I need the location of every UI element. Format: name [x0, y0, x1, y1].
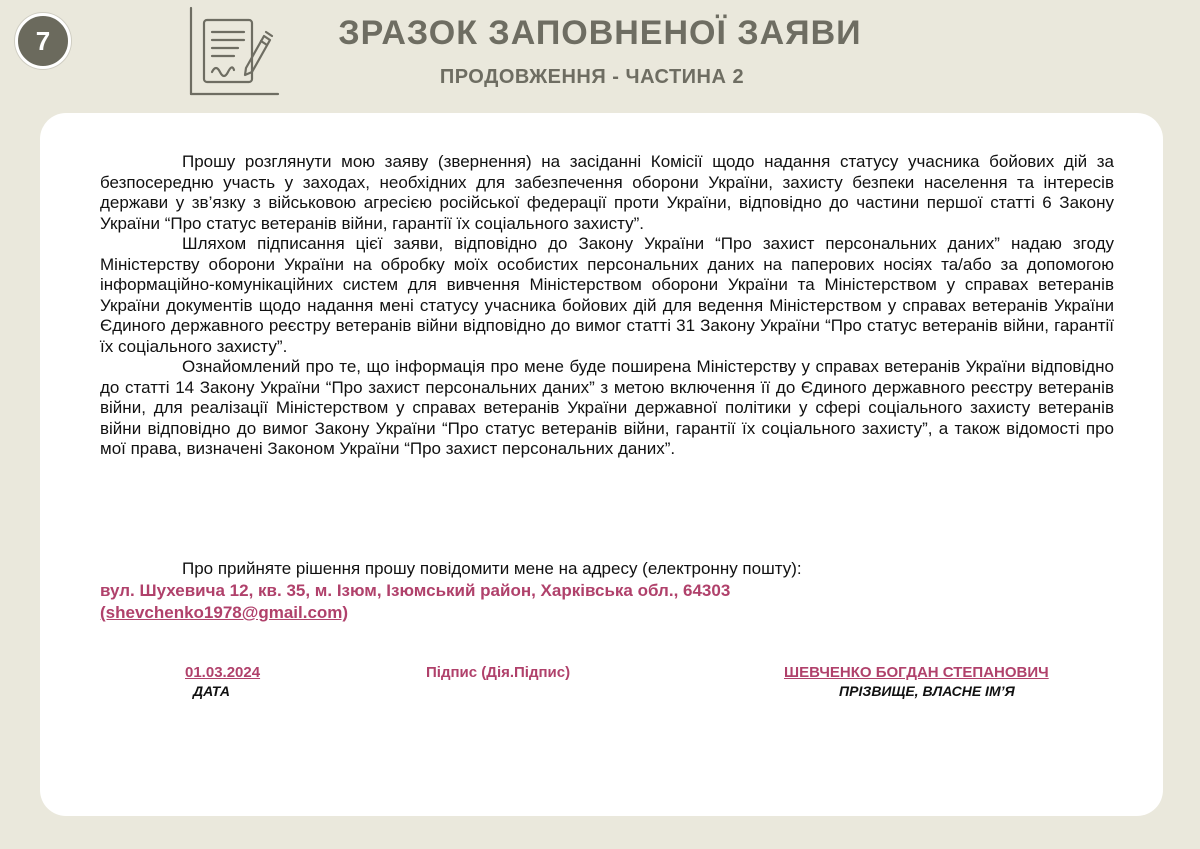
signature-sign: [426, 663, 570, 682]
signature-name: [784, 663, 1049, 701]
paragraph-acknowledgement: Ознайомлений про те, що інформація про мене буде поширена Міністерству у справах ветеранів України відповідно до статті 14 Закону України “Про захист персональних даних” з метою включення її до Єдиного державного реєстру ветеранів війни, для реалізації Міністерством у справах ветеранів України державної політики у сфері соціального захисту ветеранів війни відповідно до вимог Закону України “Про статус ветеранів війни, гарантії їх соціального захисту”, а також відомості про мої права, визначені Законом України “Про захист персональних даних”.: [100, 357, 1114, 458]
name-caption: ПРІЗВИЩЕ, ВЛАСНЕ ІМ’Я: [839, 683, 1015, 699]
signature-date: [185, 663, 260, 701]
notification-block: [100, 558, 1114, 624]
paragraph-request: Прошу розглянути мою заяву (звернення) на засіданні Комісії щодо надання статусу учасника бойових дій за безпосередню участь у заходах, необхідних для забезпечення оборони України, захисту безпеки населення та інтересів держави у зв’язку з військовою агресією російської федерації проти України, відповідно до частини першої статті 6 Закону України “Про статус ветеранів війни, гарантії їх соціального захисту”.: [100, 152, 1114, 233]
notification-address: вул. Шухевича 12, кв. 35, м. Ізюм, Ізюмський район, Харківська обл., 64303: [100, 581, 731, 600]
paragraph-consent: Шляхом підписання цієї заяви, відповідно до Закону України “Про захист персональних даних” надаю згоду Міністерству оборони України на обробку моїх особистих персональних даних на паперових носіях та/або за допомогою інформаційно-комунікаційних систем для вивчення Міністерством оборони України та Міністерством у справах ветеранів України документів щодо надання мені статусу учасника бойових дій для ведення Міністерством у справах ветеранів України Єдиного державного реєстру ветеранів війни відповідно до вимог статті 31 Закону України “Про статус ветеранів війни, гарантії їх соціального захисту”.: [100, 234, 1114, 356]
date-caption: ДАТА: [193, 683, 230, 699]
page-number-badge: [15, 13, 71, 69]
application-body: [100, 152, 1114, 460]
notification-email[interactable]: (shevchenko1978@gmail.com): [100, 603, 349, 622]
name-value: ШЕВЧЕНКО БОГДАН СТЕПАНОВИЧ: [784, 664, 1049, 681]
application-card: [40, 113, 1163, 816]
sign-value: Підпис (Дія.Підпис): [426, 664, 571, 681]
document-pen-icon: [188, 6, 280, 96]
page-number: 7: [35, 25, 51, 56]
page-subtitle: ПРОДОВЖЕННЯ - ЧАСТИНА 2: [439, 66, 745, 88]
page-title: ЗРАЗОК ЗАПОВНЕНОЇ ЗАЯВИ: [338, 14, 862, 52]
date-value: 01.03.2024: [185, 664, 261, 681]
notification-label: Про прийняте рішення прошу повідомити мене на адресу (електронну пошту):: [182, 559, 802, 578]
